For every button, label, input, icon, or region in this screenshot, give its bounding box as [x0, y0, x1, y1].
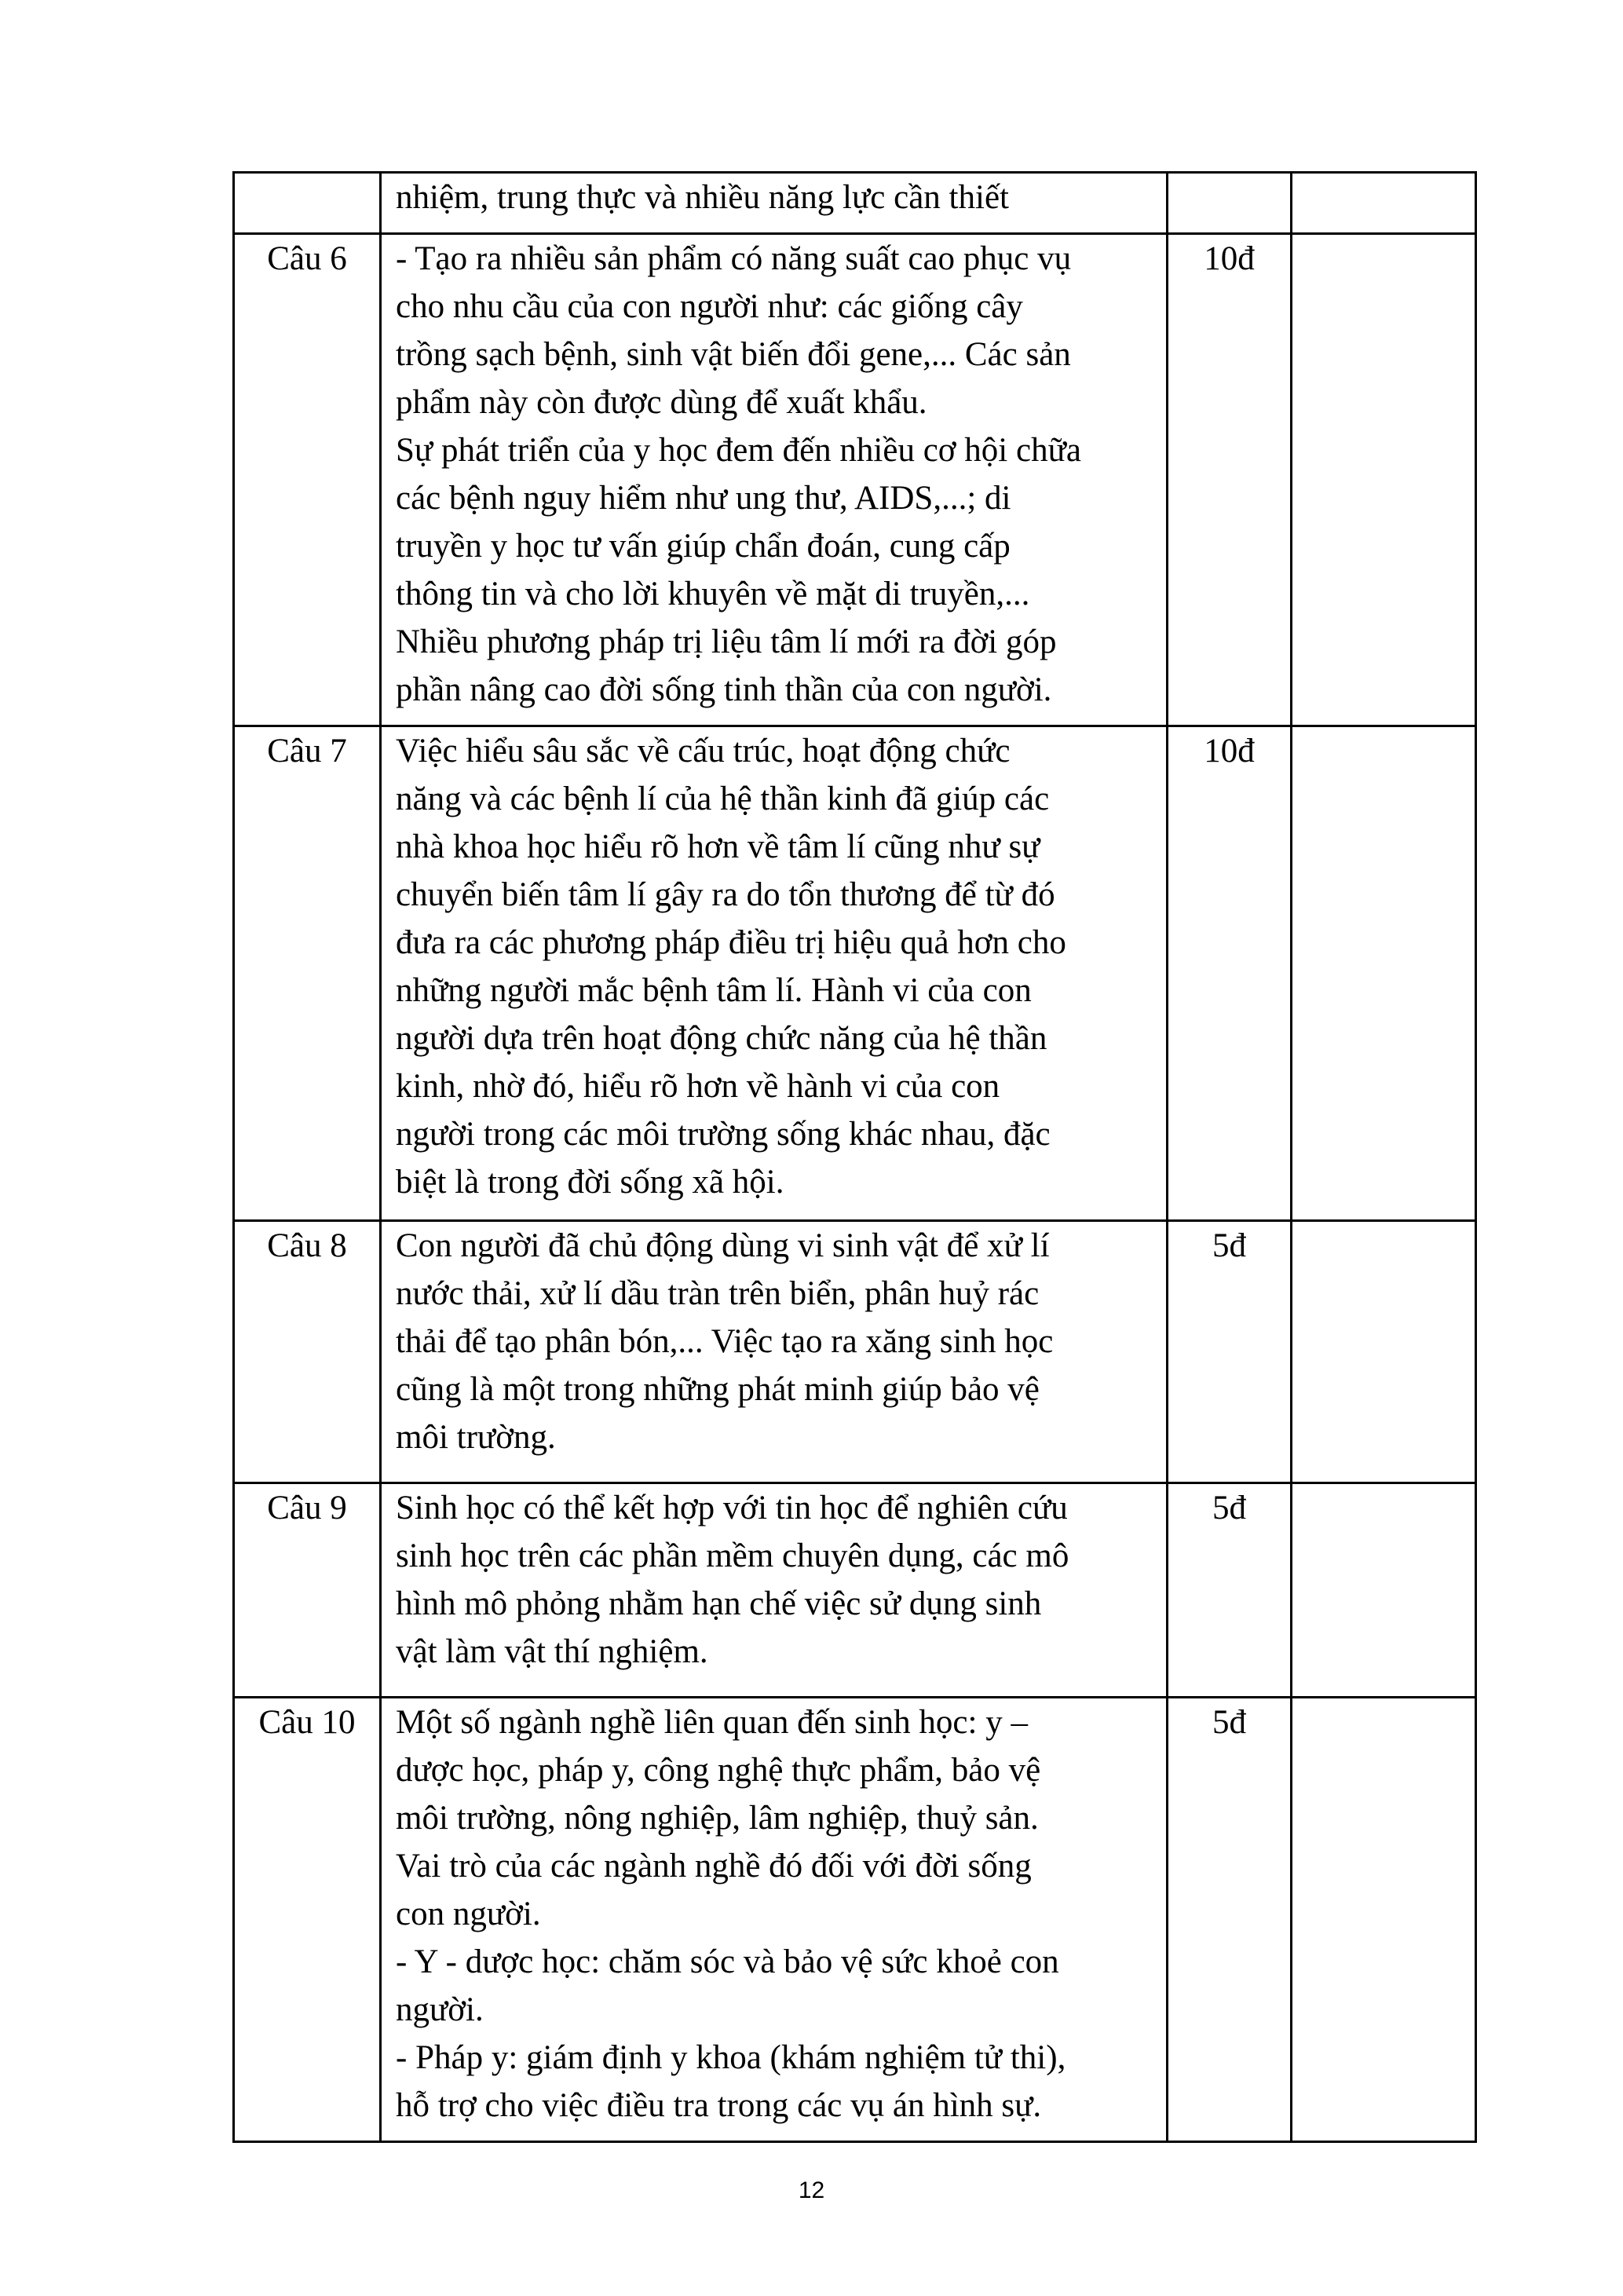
answer-line: hình mô phỏng nhằm hạn chế việc sử dụng sinh	[396, 1585, 1042, 1622]
question-label: Câu 6	[267, 240, 347, 277]
answer-line: Vai trò của các ngành nghề đó đối với đời sống	[396, 1848, 1032, 1885]
answer-line: Một số ngành nghề liên quan đến sinh học: y –	[396, 1704, 1028, 1741]
answer-line: đưa ra các phương pháp điều trị hiệu quả hơn cho	[396, 924, 1066, 961]
answer-line: kinh, nhờ đó, hiểu rõ hơn về hành vi của con	[396, 1068, 1000, 1105]
answer-line: phẩm này còn được dùng để xuất khẩu.	[396, 384, 927, 421]
points-cell	[1168, 1221, 1292, 1483]
question-label-cell	[234, 726, 381, 1221]
answer-line: các bệnh nguy hiểm như ung thư, AIDS,...; di	[396, 480, 1011, 517]
points-value: 5đ	[1212, 1704, 1246, 1741]
answer-line: Con người đã chủ động dùng vi sinh vật để xử lí	[396, 1227, 1050, 1264]
points-cell	[1168, 173, 1292, 234]
question-label-cell	[234, 173, 381, 234]
answer-line: vật làm vật thí nghiệm.	[396, 1633, 708, 1670]
table-row	[234, 1698, 1476, 2142]
score-cell	[1292, 173, 1476, 234]
question-label-cell	[234, 234, 381, 726]
question-label: Câu 9	[267, 1490, 347, 1526]
answer-line: biệt là trong đời sống xã hội.	[396, 1164, 784, 1201]
table-row	[234, 1483, 1476, 1698]
answer-line: người trong các môi trường sống khác nhau, đặc	[396, 1116, 1051, 1153]
question-label-cell	[234, 1483, 381, 1698]
score-cell	[1292, 234, 1476, 726]
table-row	[234, 1221, 1476, 1483]
points-cell	[1168, 234, 1292, 726]
answer-line: dược học, pháp y, công nghệ thực phẩm, bảo vệ	[396, 1752, 1041, 1789]
answer-line: Sự phát triển của y học đem đến nhiều cơ hội chữa	[396, 432, 1081, 469]
answer-line: những người mắc bệnh tâm lí. Hành vi của con	[396, 972, 1032, 1009]
answer-line: hỗ trợ cho việc điều tra trong các vụ án hình sự.	[396, 2087, 1042, 2124]
table-row	[234, 234, 1476, 726]
question-label: Câu 8	[267, 1227, 347, 1264]
answer-line: trồng sạch bệnh, sinh vật biến đổi gene,... Các sản	[396, 336, 1071, 373]
answer-line: người.	[396, 1991, 484, 2028]
page-number: 12	[798, 2177, 825, 2203]
answer-line: nước thải, xử lí dầu tràn trên biển, phân huỷ rác	[396, 1275, 1040, 1312]
score-cell	[1292, 1221, 1476, 1483]
score-cell	[1292, 1483, 1476, 1698]
question-label-cell	[234, 1698, 381, 2142]
answer-line: sinh học trên các phần mềm chuyên dụng, các mô	[396, 1537, 1069, 1574]
question-label-cell	[234, 1221, 381, 1483]
answer-cell	[381, 726, 1168, 1221]
answer-cell	[381, 1698, 1168, 2142]
score-cell	[1292, 1698, 1476, 2142]
answer-line: Sinh học có thể kết hợp với tin học để nghiên cứu	[396, 1490, 1068, 1526]
table-row	[234, 173, 1476, 234]
answer-line: người dựa trên hoạt động chức năng của hệ thần	[396, 1020, 1047, 1057]
answer-line: nhà khoa học hiểu rõ hơn về tâm lí cũng như sự	[396, 828, 1040, 865]
answer-line: cũng là một trong những phát minh giúp bảo vệ	[396, 1371, 1040, 1408]
points-value: 5đ	[1212, 1227, 1246, 1264]
question-label: Câu 10	[258, 1704, 356, 1741]
answer-line: chuyển biến tâm lí gây ra do tổn thương để từ đó	[396, 876, 1055, 913]
score-cell	[1292, 726, 1476, 1221]
answer-line: Việc hiểu sâu sắc về cấu trúc, hoạt động chức	[396, 733, 1011, 770]
answer-line: năng và các bệnh lí của hệ thần kinh đã giúp các	[396, 781, 1050, 817]
answer-line: thông tin và cho lời khuyên về mặt di truyền,...	[396, 576, 1030, 612]
answer-line: môi trường.	[396, 1419, 556, 1456]
answer-line: - Y - dược học: chăm sóc và bảo vệ sức khoẻ con	[396, 1943, 1059, 1980]
answer-cell	[381, 1483, 1168, 1698]
points-cell	[1168, 726, 1292, 1221]
points-value: 10đ	[1204, 240, 1255, 277]
answer-line: môi trường, nông nghiệp, lâm nghiệp, thuỷ sản.	[396, 1800, 1039, 1837]
answer-line: nhiệm, trung thực và nhiều năng lực cần thiết	[396, 179, 1009, 216]
table-row	[234, 726, 1476, 1221]
answer-line: thải để tạo phân bón,... Việc tạo ra xăng sinh học	[396, 1323, 1054, 1360]
answer-line: truyền y học tư vấn giúp chẩn đoán, cung cấp	[396, 528, 1011, 565]
answer-line: phần nâng cao đời sống tinh thần của con người.	[396, 671, 1052, 708]
points-value: 10đ	[1204, 733, 1255, 770]
answer-line: cho nhu cầu của con người như: các giống cây	[396, 288, 1023, 325]
answer-line: - Pháp y: giám định y khoa (khám nghiệm tử thi),	[396, 2039, 1066, 2076]
points-value: 5đ	[1212, 1490, 1246, 1526]
points-cell	[1168, 1698, 1292, 2142]
answer-cell	[381, 1221, 1168, 1483]
question-label: Câu 7	[267, 733, 347, 770]
answer-cell	[381, 173, 1168, 234]
answer-cell	[381, 234, 1168, 726]
answer-table	[232, 171, 1477, 2143]
answer-line: Nhiều phương pháp trị liệu tâm lí mới ra đời góp	[396, 623, 1057, 660]
answer-line: con người.	[396, 1896, 541, 1932]
answer-line: - Tạo ra nhiều sản phẩm có năng suất cao phục vụ	[396, 240, 1072, 277]
points-cell	[1168, 1483, 1292, 1698]
